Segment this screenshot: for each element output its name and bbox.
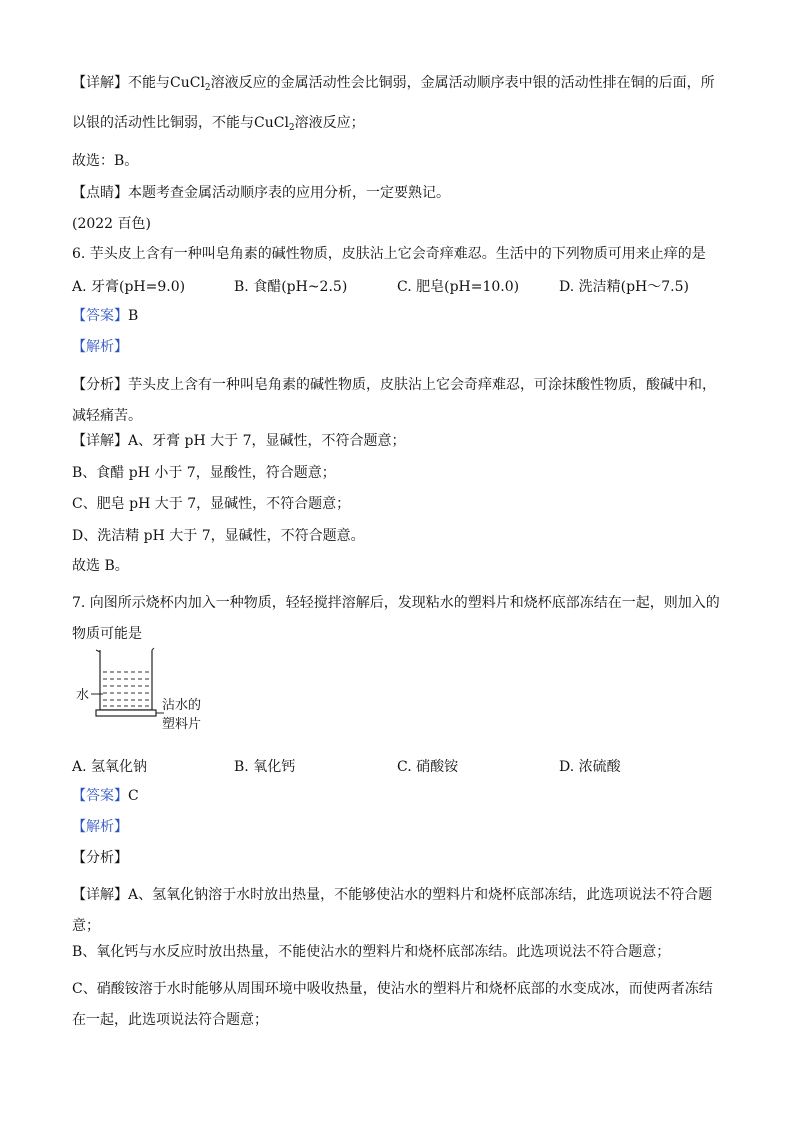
q7-fenxi-tag: 【分析】: [72, 850, 128, 866]
plate-label-1: 沾水的: [162, 698, 202, 713]
water-label: 水: [76, 688, 90, 703]
detail-tag: 【详解】: [72, 887, 128, 903]
q7-answer-line: [72, 787, 139, 805]
q6-analysis-tag: 【解析】: [72, 339, 128, 355]
q6-detail-a: 【详解】A、牙膏 pH 大于 7，显碱性，不符合题意；: [72, 433, 406, 449]
q6-answer-line: [72, 307, 138, 325]
answer-value: B: [128, 308, 139, 324]
q7-detail-b: B、氧化钙与水反应时放出热量，不能使沾水的塑料片和烧杯底部冻结。此选项说法不符合题意；: [72, 944, 671, 960]
plastic-plate: [96, 710, 156, 716]
detail-text: 溶液反应；: [294, 115, 365, 131]
q6-detail-c: C、肥皂 pH 大于 7，显碱性，不符合题意；: [72, 496, 351, 512]
answer-tag: 【答案】: [72, 308, 128, 324]
detail-text: 不能与: [128, 75, 170, 91]
q7-option-a: A. 氢氧化钠: [72, 759, 148, 775]
answer-value: C: [128, 788, 139, 804]
q6-detail-d: D、洗洁精 pH 大于 7，显碱性，不符合题意。: [72, 528, 365, 544]
q7-detail-c: C、硝酸铵溶于水时能够从周围环境中吸收热量，使沾水的塑料片和烧杯底部的水变成冰，而使两者冻结在一起，此选项说法符合题意；: [72, 981, 713, 1028]
choice-line: 故选：B。: [72, 153, 139, 169]
q7-detail-a: 【详解】A、氢氧化钠溶于水时放出热量，不能够使沾水的塑料片和烧杯底部冻结，此选项说法不符合题意；: [72, 887, 713, 934]
q6-fenxi-paragraph: [72, 370, 724, 432]
point-tag: 【点睛】: [72, 185, 128, 201]
detail-text: 以银的活动性比铜弱，不能与: [72, 115, 254, 131]
q6-option-c: C. 肥皂(pH=10.0): [397, 279, 520, 295]
q6-option-d: D. 洗洁精(pH～7.5): [559, 279, 689, 295]
fenxi-tag: 【分析】: [72, 377, 128, 393]
chemical-formula: CuCl$_2$: [254, 115, 295, 133]
question-6-stem: 6. 芋头皮上含有一种叫皂角素的碱性物质，皮肤沾上它会奇痒难忍。生活中的下列物质可用来止痒的是: [72, 246, 706, 262]
q7-option-b: B. 氧化钙: [234, 759, 296, 775]
beaker-diagram: [72, 646, 222, 736]
detail-paragraph-line-1: [72, 74, 715, 97]
water-surface: [103, 672, 149, 706]
point-line: [72, 184, 450, 202]
q6-option-b: B. 食醋(pH~2.5): [234, 279, 348, 295]
chemical-formula: CuCl$_2$: [170, 75, 211, 93]
detail-tag: 【详解】: [72, 75, 128, 91]
fenxi-text: 芋头皮上含有一种叫皂角素的碱性物质，皮肤沾上它会奇痒难忍，可涂抹酸性物质，酸碱中和，减轻痛苦。: [72, 377, 716, 424]
q7-analysis-tag: 【解析】: [72, 819, 128, 835]
detail-text: 溶液反应的金属活动性会比铜弱，金属活动顺序表中银的活动性排在铜的后面，所: [210, 75, 715, 91]
q6-option-a: A. 牙膏(pH=9.0): [72, 279, 186, 295]
q7-option-c: C. 硝酸铵: [397, 759, 459, 775]
source-label: (2022 百色): [72, 216, 152, 232]
q6-choice: 故选 B。: [72, 558, 129, 574]
q7-option-d: D. 浓硫酸: [559, 759, 621, 775]
detail-paragraph-line-2: [72, 114, 365, 137]
point-text: 本题考查金属活动顺序表的应用分析，一定要熟记。: [128, 185, 450, 201]
plate-label-2: 塑料片: [162, 717, 202, 732]
q6-detail-b: B、食醋 pH 小于 7，显酸性，符合题意；: [72, 465, 336, 481]
question-7-stem: 7. 向图所示烧杯内加入一种物质，轻轻搅拌溶解后，发现粘水的塑料片和烧杯底部冻结在一起，则加入的物质可能是: [72, 595, 720, 642]
detail-tag: 【详解】: [72, 433, 128, 449]
answer-tag: 【答案】: [72, 788, 128, 804]
